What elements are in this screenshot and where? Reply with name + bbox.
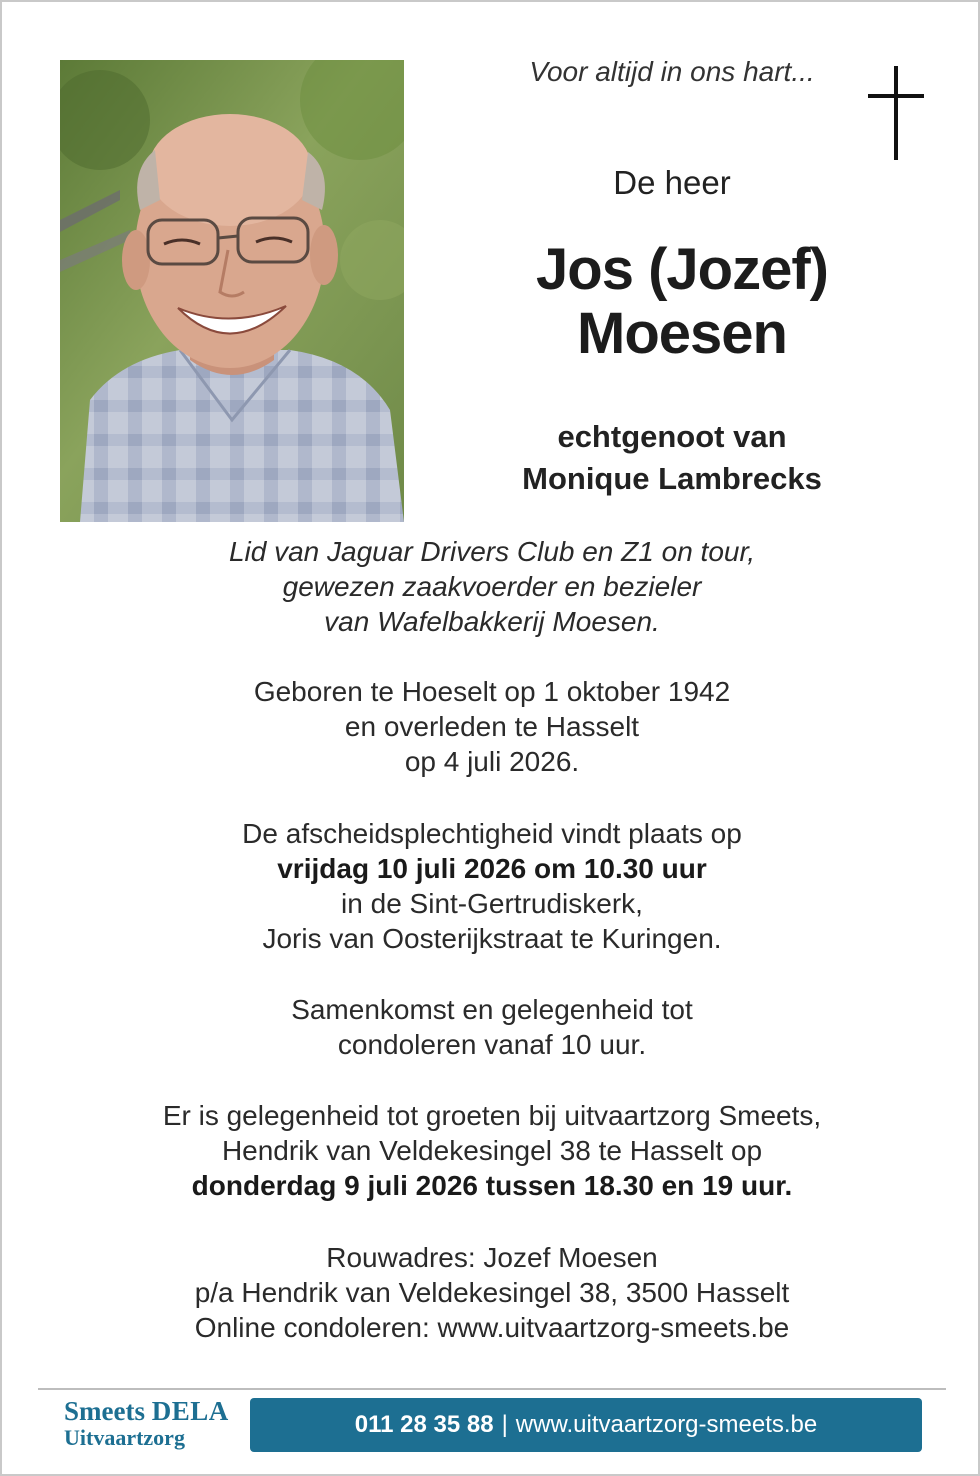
membership-line: van Wafelbakkerij Moesen. [324, 606, 660, 637]
logo-dela: DELA [151, 1396, 229, 1426]
tagline: Voor altijd in ons hart... [529, 56, 815, 87]
membership-text [2, 534, 980, 639]
spouse-line-1: echtgenoot van [557, 419, 787, 454]
address-line: p/a Hendrik van Veldekesingel 38, 3500 Hasselt [194, 1277, 790, 1308]
visitation-line-2: Hendrik van Veldekesingel 38 te Hasselt op [221, 1135, 763, 1166]
birth-death-text [2, 674, 980, 779]
birth-death-line: en overleden te Hasselt [344, 711, 640, 742]
visitation-datetime: donderdag 9 juli 2026 tussen 18.30 en 19 uur. [191, 1170, 793, 1201]
gathering-line: Samenkomst en gelegenheid tot [291, 994, 693, 1025]
address-text [2, 1240, 980, 1345]
deceased-name [472, 238, 892, 366]
name-line-1: Jos (Jozef) [536, 237, 828, 302]
logo-brand [64, 1396, 244, 1426]
ceremony-place-1: in de Sint-Gertrudiskerk, [341, 888, 643, 919]
contact-separator: | [501, 1411, 508, 1438]
gathering-line: condoleren vanaf 10 uur. [337, 1029, 647, 1060]
spouse-line-2: Monique Lambrecks [522, 461, 822, 496]
honorific: De heer [613, 164, 731, 201]
cross-icon [866, 64, 926, 164]
portrait-illustration [60, 60, 404, 522]
spouse-info [472, 416, 872, 500]
footer-divider [38, 1388, 946, 1390]
name-line-2: Moesen [577, 301, 787, 366]
portrait-photo [60, 60, 404, 522]
ceremony-datetime: vrijdag 10 juli 2026 om 10.30 uur [277, 853, 707, 884]
website-link[interactable]: www.uitvaartzorg-smeets.be [515, 1411, 818, 1438]
funeral-home-logo [64, 1396, 244, 1450]
ceremony-intro: De afscheidsplechtigheid vindt plaats op [242, 818, 742, 849]
visitation-text [2, 1098, 980, 1203]
ceremony-text [2, 816, 980, 956]
birth-death-line: op 4 juli 2026. [404, 746, 580, 777]
gathering-text [2, 992, 980, 1062]
visitation-line-1: Er is gelegenheid tot groeten bij uitvaartzorg Smeets, [162, 1100, 822, 1131]
address-line: Rouwadres: Jozef Moesen [326, 1242, 658, 1273]
phone-number[interactable]: 011 28 35 88 [354, 1411, 494, 1438]
contact-bar [250, 1398, 922, 1452]
logo-subtitle: Uitvaartzorg [64, 1425, 185, 1450]
logo-brand-name: Smeets [64, 1396, 145, 1426]
membership-line: Lid van Jaguar Drivers Club en Z1 on tour, [228, 536, 756, 567]
ceremony-place-2: Joris van Oosterijkstraat te Kuringen. [262, 923, 722, 954]
address-line: Online condoleren: www.uitvaartzorg-smeets.be [194, 1312, 790, 1343]
membership-line: gewezen zaakvoerder en bezieler [282, 571, 702, 602]
birth-death-line: Geboren te Hoeselt op 1 oktober 1942 [253, 676, 731, 707]
